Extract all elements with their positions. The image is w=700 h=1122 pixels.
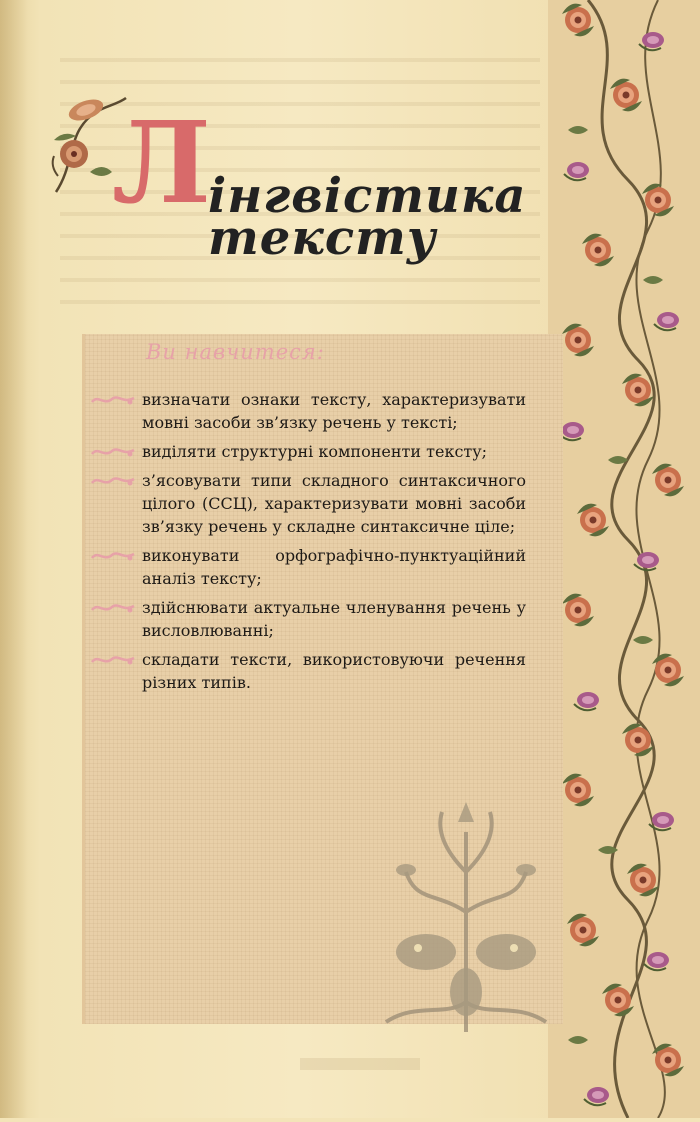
objective-text: з’ясовувати типи складного синтаксичного цілого (ССЦ), характеризувати мовні засоби зв’язку речень у складне синтаксичне ціле; <box>142 471 526 536</box>
list-item <box>90 544 526 590</box>
list-item <box>90 440 526 463</box>
objectives-heading: Ви навчитеся: <box>146 340 325 364</box>
list-item <box>90 388 526 434</box>
spine-shadow <box>0 0 28 1118</box>
floral-border <box>548 0 700 1118</box>
page-title-line-1: інгвістика <box>208 168 527 224</box>
list-item <box>90 596 526 642</box>
wave-bullet-icon <box>90 473 136 489</box>
wave-bullet-icon <box>90 548 136 564</box>
show-through-footer <box>300 1058 420 1070</box>
wave-bullet-icon <box>90 652 136 668</box>
objective-text: складати тексти, використовуючи речення різних типів. <box>142 650 526 692</box>
objective-text: визначати ознаки тексту, характеризувати мовні засоби зв’язку речень у тексті; <box>142 390 526 432</box>
floral-border-icon <box>548 0 700 1118</box>
wave-bullet-icon <box>90 444 136 460</box>
objective-text: здійснювати актуальне членування речень у висловлюванні; <box>142 598 526 640</box>
page-title-line-2: тексту <box>208 210 437 266</box>
wave-bullet-icon <box>90 600 136 616</box>
list-item <box>90 648 526 694</box>
tree-of-life-icon <box>366 792 566 1042</box>
wave-bullet-icon <box>90 392 136 408</box>
objective-text: виконувати орфографічно-пунктуаційний аналіз тексту; <box>142 546 526 588</box>
objectives-list <box>90 388 526 700</box>
objective-text: виділяти структурні компоненти тексту; <box>142 442 488 461</box>
title-drop-cap: Л <box>112 98 212 229</box>
list-item <box>90 469 526 538</box>
